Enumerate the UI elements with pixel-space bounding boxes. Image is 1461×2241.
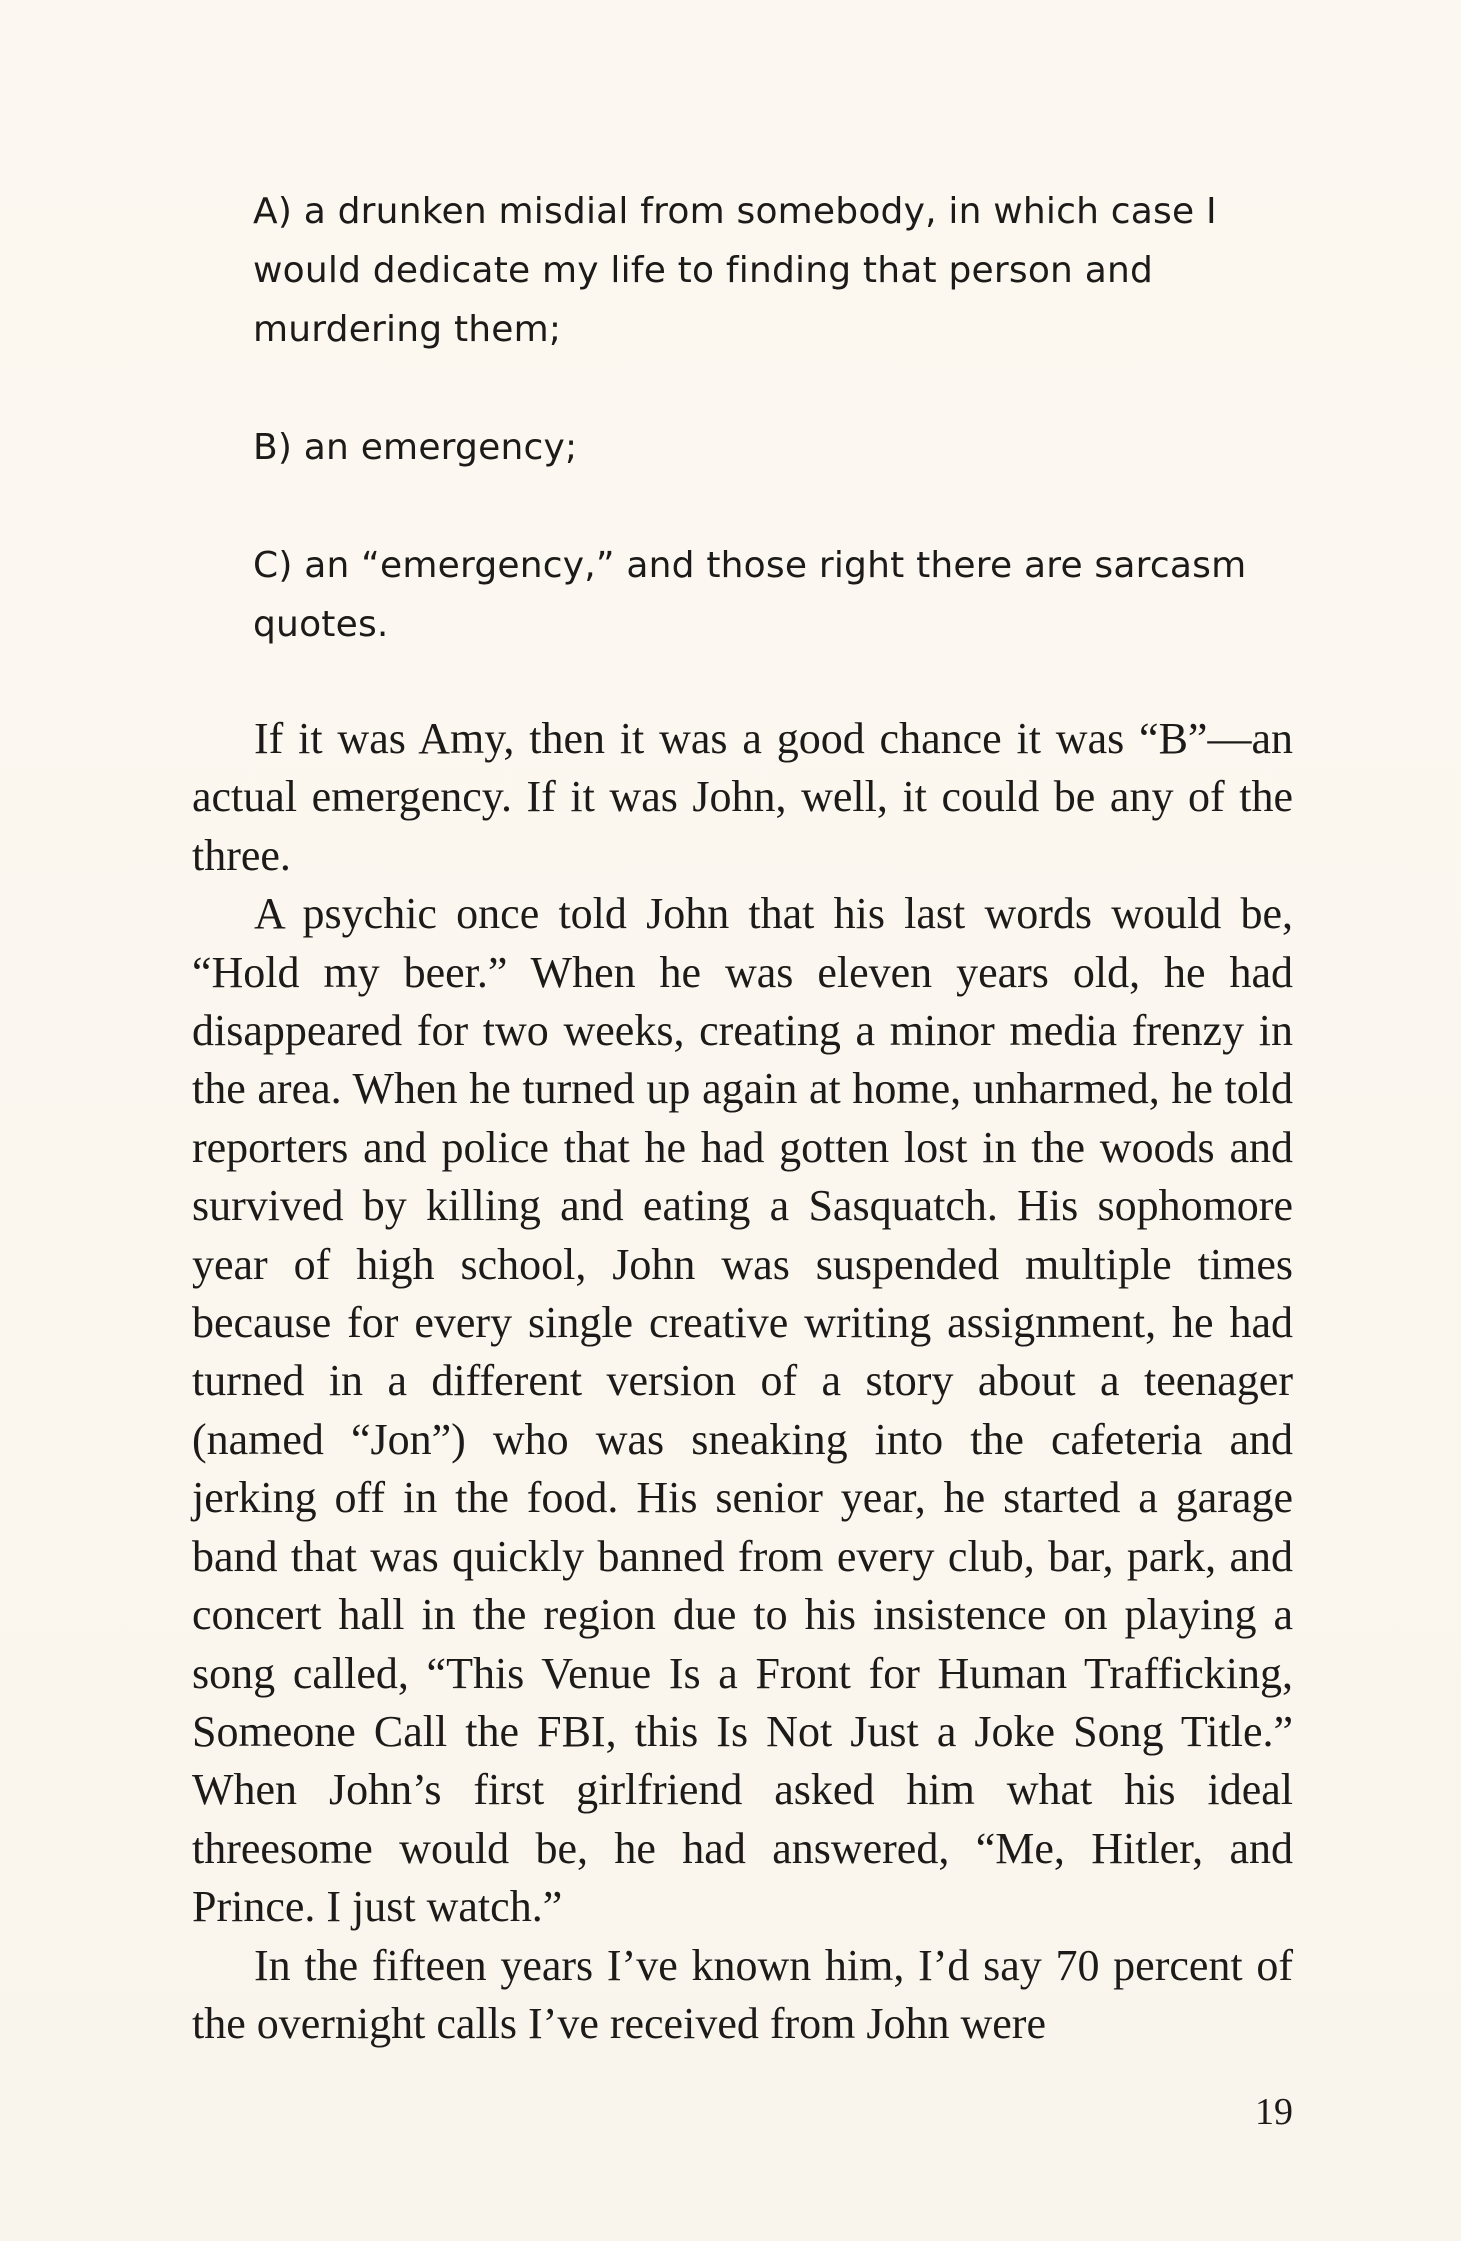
options-list (253, 182, 1313, 713)
body-text (192, 710, 1293, 2053)
paragraph-psychic: A psychic once told John that his last words would be, “Hold my beer.” When he was eleven years old, he had disappeared for two weeks, creating a minor media frenzy in the area. When he turned up again at home, unharmed, he told reporters and police that he had gotten lost in the woods and survived by killing and eating a Sasquatch. His sophomore year of high school, John was suspended multiple times because for every single creative writing assignment, he had turned in a different version of a story about a teenager (named “Jon”) who was sneaking into the cafeteria and jerking off in the food. His senior year, he started a garage band that was quickly banned from every club, bar, park, and concert hall in the region due to his insistence on playing a song called, “This Venue Is a Front for Human Trafficking, Someone Call the FBI, this Is Not Just a Joke Song Title.” When John’s first girlfriend asked him what his ideal threesome would be, he had answered, “Me, Hitler, and Prince. I just watch.” (192, 889, 1293, 1932)
paragraph-fifteen-years: In the fifteen years I’ve known him, I’d say 70 percent of the overnight calls I’ve received from John were (192, 1940, 1293, 2048)
list-item-b: B) an emergency; (253, 427, 578, 468)
paragraph-amy-john: If it was Amy, then it was a good chance it was “B”—an actual emergency. If it was John, well, it could be any of the three. (192, 714, 1293, 880)
list-item-c: C) an “emergency,” and those right there are sarcasm quotes. (253, 545, 1247, 645)
page-number: 19 (1255, 2091, 1293, 2133)
list-item-a: A) a drunken misdial from somebody, in which case I would dedicate my life to finding that person and murdering them; (253, 191, 1217, 350)
